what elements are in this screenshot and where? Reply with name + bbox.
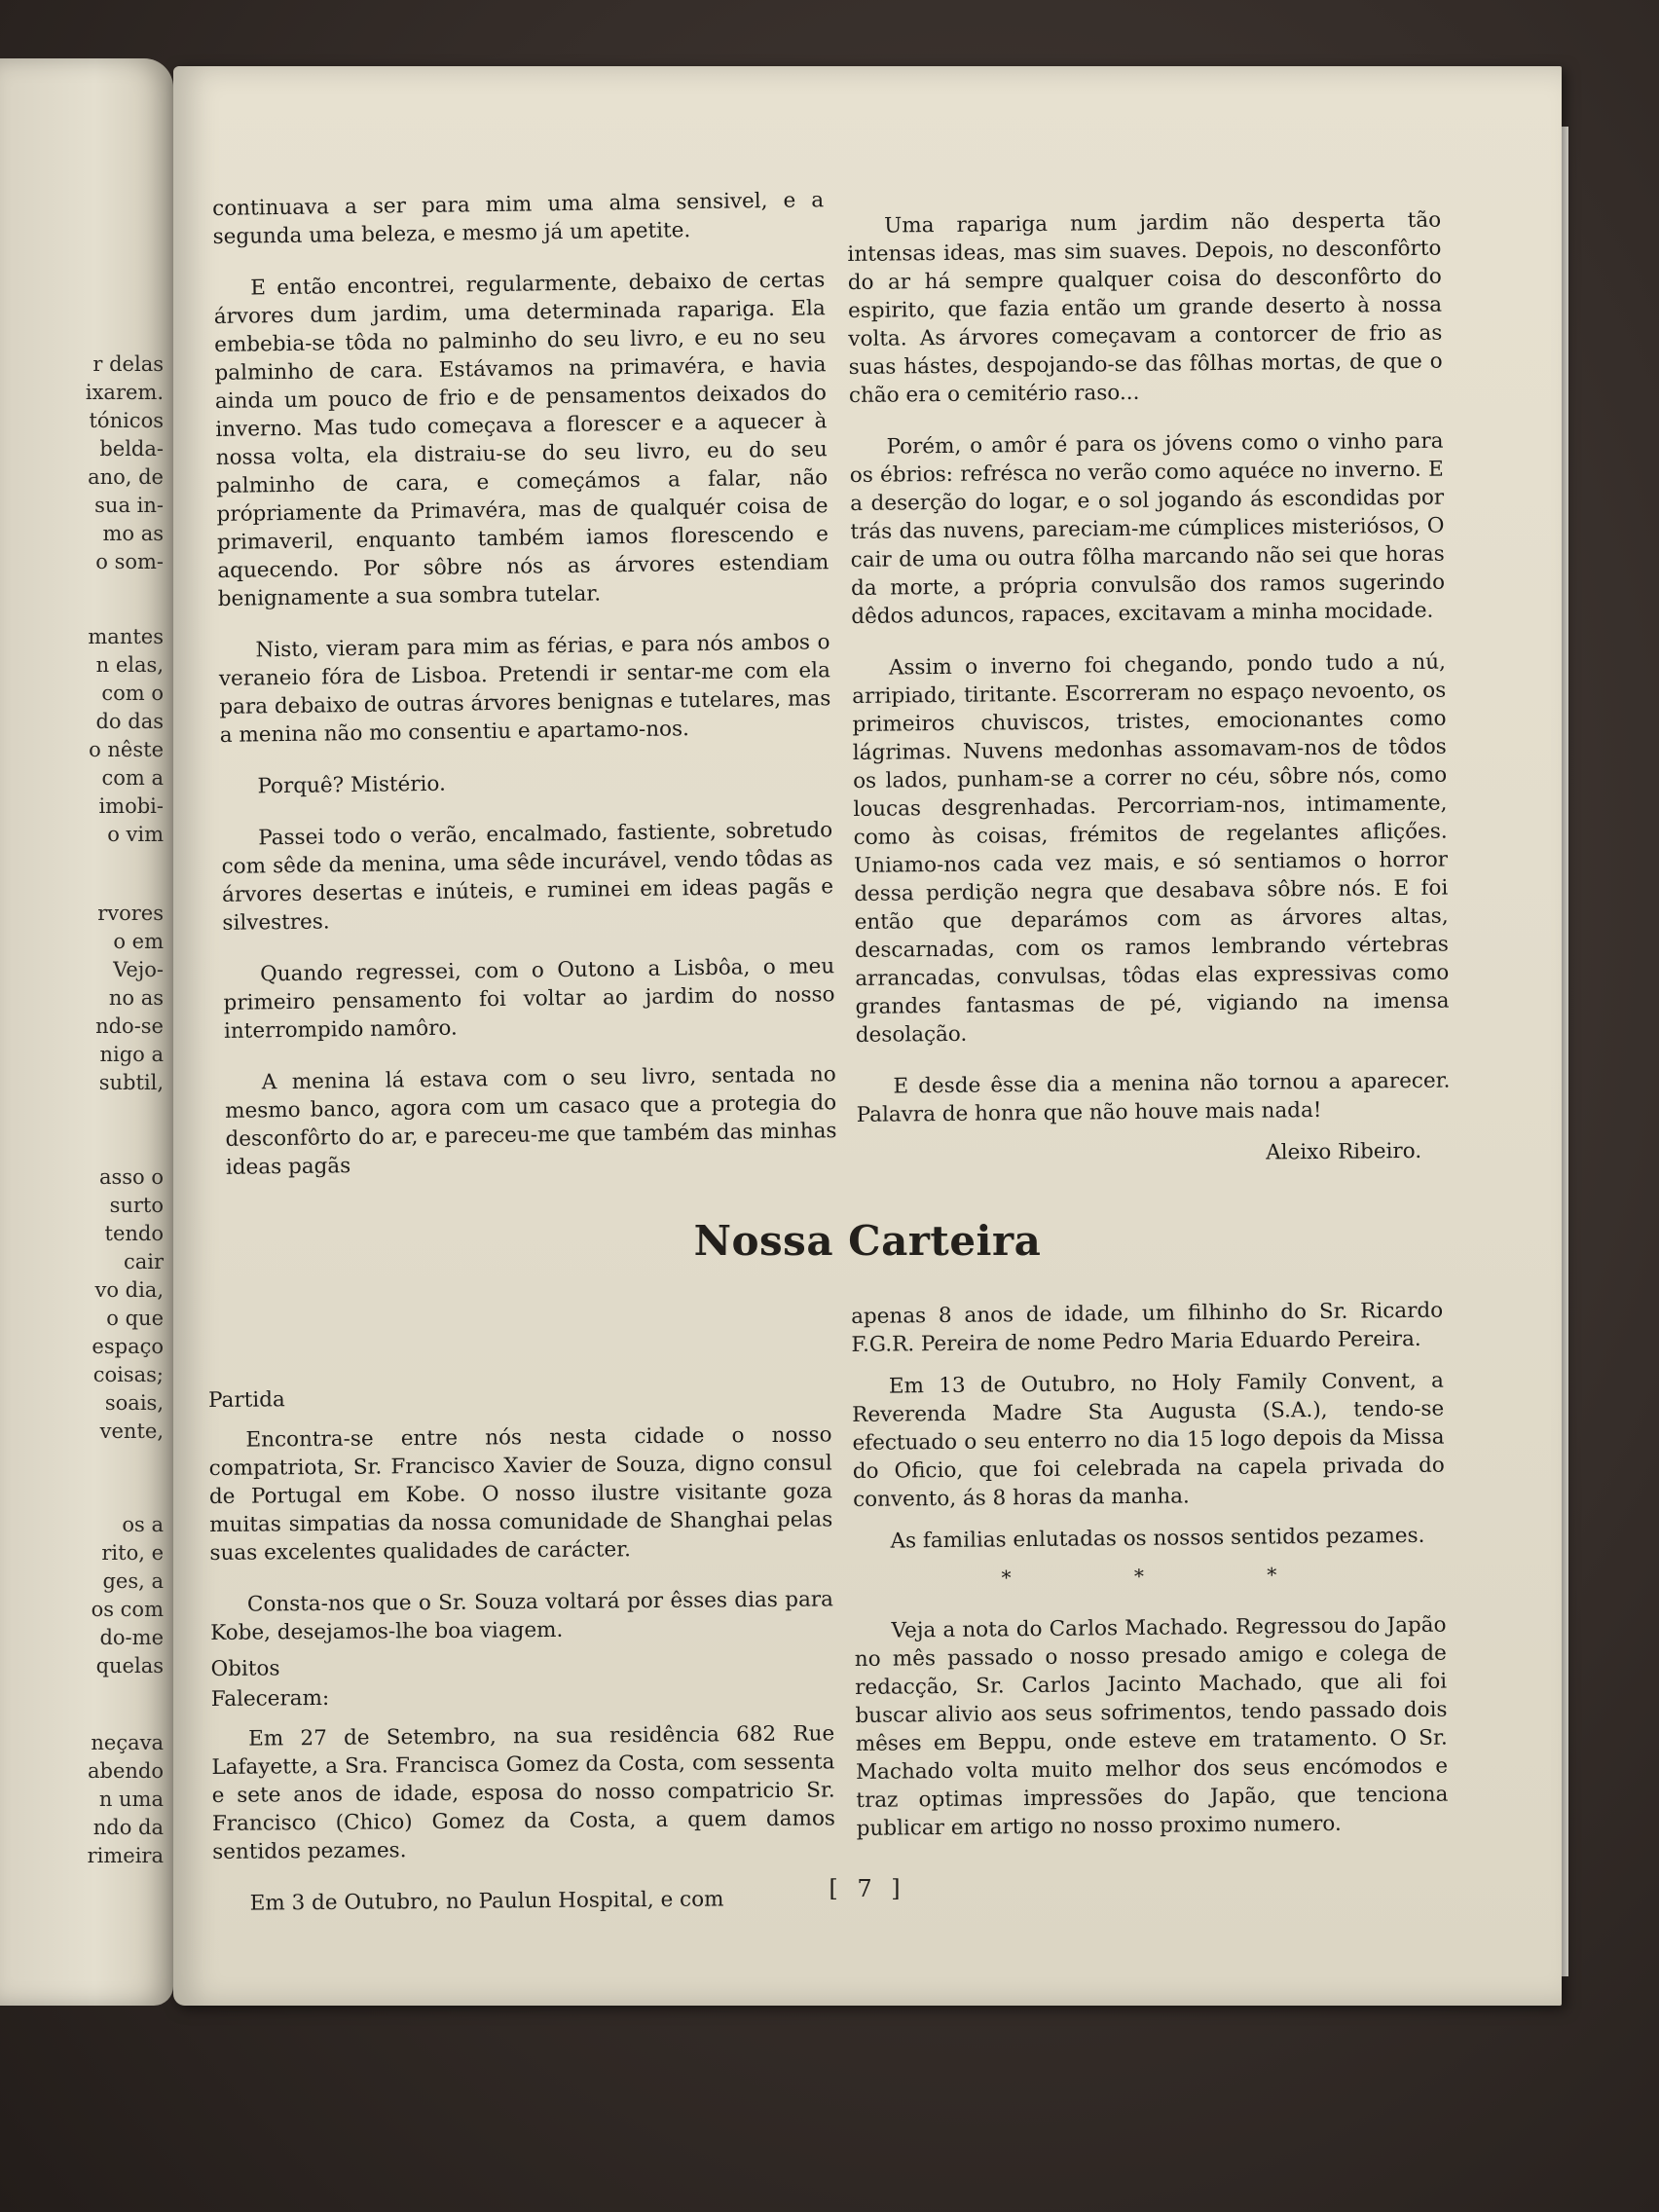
story-paragraph: Porém, o amôr é para os jóvens como o vinho para os ébrios: refrésca no verão como aquéce no inverno. E a deserção do logar, e o sol jogando ás escondidas por trás das nuvens, pareciam-me cúmplices misteriósos, O cair de uma ou outra fôlha marcando não sei que horas da morte, a própria convulsão dos ramos sugerindo dêdos aduncos, rapaces, excitavam a minha mocidade.	[849, 428, 1446, 629]
left-fragment: tónicos	[89, 409, 164, 432]
left-fragment: quelas	[95, 1654, 164, 1677]
news-paragraph: Encontra-se entre nós nesta cidade o nosso compatriota, Sr. Francisco Xavier de Souza, digno consul de Portugal em Kobe. O nosso ilustre visitante goza muitas simpatias da nossa comunidade de Shanghai pelas suas excelentes qualidades de carácter.	[208, 1422, 833, 1566]
news-paragraph: Em 27 de Setembro, na sua residência 682 Rue Lafayette, a Sra. Francisca Gomez da Costa, com sessenta e sete anos de idade, esposa do nosso compatricio Sr. Francisco (Chico) Gomez da Costa, a quem damos sentidos pezames.	[211, 1721, 836, 1864]
carteira-right-column	[851, 1297, 1449, 1866]
left-fragment: os com	[91, 1598, 164, 1621]
story-paragraph: A menina lá estava com o seu livro, sentada no mesmo banco, agora com um casaco que a protegia do desconfôrto do ar, e pareceu-me que também das minhas ideas pagãs	[224, 1062, 837, 1180]
left-fragment: espaço	[92, 1335, 164, 1358]
left-fragment: do-me	[99, 1626, 164, 1649]
news-paragraph: Em 3 de Outubro, no Paulun Hospital, e com	[249, 1887, 724, 1916]
author-signature: Aleixo Ribeiro.	[1265, 1138, 1422, 1165]
left-fragment: tendo	[104, 1222, 164, 1245]
left-fragment: r delas	[92, 352, 164, 376]
left-fragment: Vejo-	[113, 958, 164, 981]
left-fragment: com o	[101, 682, 164, 705]
left-fragment: n uma	[98, 1788, 164, 1811]
left-fragment: do das	[95, 710, 164, 733]
story-paragraph: continuava a ser para mim uma alma sensivel, e a segunda uma beleza, e mesmo já um apetite.	[212, 188, 825, 249]
right-page	[173, 66, 1562, 2006]
left-fragment: o nêste	[89, 738, 164, 761]
left-fragment: o som-	[95, 550, 164, 573]
left-fragment: surto	[109, 1194, 164, 1217]
left-fragment: vo dia,	[94, 1278, 164, 1302]
story-paragraph: Nisto, vieram para mim as férias, e para nós ambos o veraneio fóra de Lisboa. Pretendi ir sentar-me com ela para debaixo de outras árvores benignas e tutelares, mas a menina não mo consentiu e apartamo-nos.	[218, 630, 831, 748]
left-fragment: o vim	[107, 823, 164, 846]
left-fragment: coisas;	[92, 1363, 164, 1386]
page-number: [ 7 ]	[829, 1875, 906, 1902]
story-paragraph: Assim o inverno foi chegando, pondo tudo a nú, arripiado, tiritante. Escorreram no espaço nevoento, os primeiros chuviscos, tristes, emocionantes como lágrimas. Nuvens medonhas assomavam-nos de tôdos os lados, punham-se a correr no céu, sôbre nós, como loucas desgrenhadas. Percorriam-nos, intimamente, como às coisas, frémitos de regelantes afliçőes. Uniamo-nos cada vez mais, e só sentiamos o horror dessa perdição negra que desabava sôbre nós. E foi então que deparámos com as árvores altas, descarnadas, com os ramos lembrando vértebras arrancadas, convulsas, tôdas elas expressivas como grandes fantasmas de pé, vigiando na imensa desolação.	[852, 649, 1450, 1048]
news-paragraph: Veja a nota do Carlos Machado. Regressou do Japão no mês passado o nosso presado amigo e colega de redacção, Sr. Carlos Jacinto Machado, que ali foi buscar alivio aos seus sofrimentos, tendo passado dois mêses em Beppu, onde esteve em tratamento. O Sr. Machado volta muito melhor dos seus encómodos e traz optimas impressões do Japão, que tenciona publicar em artigo no nosso proximo numero.	[854, 1612, 1449, 1841]
left-fragment: cair	[123, 1250, 164, 1273]
left-fragment: subtil,	[98, 1071, 164, 1094]
left-fragment: mo as	[102, 522, 164, 545]
left-fragment: rvores	[97, 902, 164, 925]
left-fragment: ges, a	[102, 1569, 164, 1593]
left-fragment: ndo da	[92, 1816, 164, 1839]
left-page-edge	[0, 58, 173, 2006]
news-paragraph: As familias enlutadas os nossos sentidos pezames.	[890, 1523, 1425, 1554]
story-paragraph: Quando regressei, com o Outono a Lisbôa, o meu primeiro pensamento foi voltar ao jardim do nosso interrompido namôro.	[223, 954, 835, 1044]
carteira-left-column	[208, 1381, 836, 1941]
left-fragment: rito, e	[101, 1541, 164, 1565]
story-left-column	[212, 186, 837, 1205]
left-fragment: o em	[113, 930, 164, 953]
left-fragment: rimeira	[87, 1844, 164, 1867]
partida-heading: Partida	[208, 1387, 285, 1413]
faleceram-heading: Faleceram:	[210, 1685, 330, 1712]
story-right-column	[847, 206, 1452, 1195]
left-fragment: ndo-se	[95, 1014, 164, 1038]
left-fragment: o que	[106, 1307, 164, 1330]
left-fragment: abendo	[87, 1759, 164, 1783]
news-paragraph: Consta-nos que o Sr. Souza voltará por êsses dias para Kobe, desejamos-lhe boa viagem.	[210, 1587, 834, 1645]
obitos-heading: Obitos	[210, 1656, 280, 1681]
left-fragment: n elas,	[95, 653, 164, 677]
section-title: Nossa Carteira	[693, 1217, 1042, 1265]
story-paragraph: E desde êsse dia a menina não tornou a aparecer. Palavra de honra que não houve mais nada!	[856, 1068, 1451, 1127]
left-fragment: ixarem.	[85, 381, 164, 404]
left-fragment: ano, de	[88, 465, 164, 489]
left-fragment: sua in-	[94, 494, 164, 517]
story-paragraph: Uma rapariga num jardim não desperta tão intensas ideas, mas sim suaves. Depois, no desconfôrto do ar há sempre qualquer coisa do desconfôrto do espirito, que fazia então um grande deserto à nossa volta. As árvores começavam a contorcer de frio as suas hástes, despojando-se das fôlhas mortas, de que o chão era o cemitério raso...	[847, 207, 1443, 408]
left-fragment: soais,	[104, 1391, 164, 1415]
left-fragment: nigo a	[99, 1043, 164, 1066]
left-fragment: no as	[108, 986, 164, 1010]
separator-stars: * * *	[1001, 1562, 1336, 1590]
left-fragment: com a	[101, 766, 164, 790]
news-paragraph: Em 13 de Outubro, no Holy Family Convent, a Reverenda Madre Sta Augusta (S.A.), tendo-se efectuado o seu enterro no dia 15 logo depois da Missa do Oficio, que foi celebrada na capela privada do convento, ás 8 horas da manha.	[852, 1368, 1445, 1512]
left-fragment: mantes	[88, 625, 164, 648]
left-fragment: os a	[122, 1513, 164, 1536]
story-paragraph: E então encontrei, regularmente, debaixo de certas árvores dum jardim, uma determinada rapariga. Ela embebia-se tôda no palminho do seu livro, e eu no seu palminho de cara. Estávamos na primavéra, e havia ainda um pouco de frio e de pensamentos deixados do inverno. Mas tudo começava a florescer e a aquecer à nossa volta, ela distraiu-se do seu livro, eu do seu palminho de cara, e começámos a falar, não própriamente da Primavéra, mas de qualquér coisa de primaveril, enquanto também iamos florescendo e aquecendo. Por sôbre nós as árvores estendiam benignamente a sua sombra tutelar.	[213, 268, 830, 611]
story-paragraph: Passei todo o verão, encalmado, fastiente, sobretudo com sêde da menina, uma sêde incurável, vendo tôdas as árvores desertas e inúteis, e ruminei em ideas pagãs e silvestres.	[221, 818, 834, 936]
left-fragment: neçava	[91, 1731, 164, 1754]
left-fragment: asso o	[98, 1165, 164, 1189]
left-fragment: vente,	[99, 1419, 164, 1443]
left-fragment: imobi-	[98, 794, 164, 818]
story-paragraph: Porquê? Mistério.	[257, 771, 447, 799]
news-paragraph: apenas 8 anos de idade, um filhinho do Sr. Ricardo F.G.R. Pereira de nome Pedro Maria Eduardo Pereira.	[851, 1298, 1444, 1357]
left-fragment: belda-	[99, 437, 164, 461]
